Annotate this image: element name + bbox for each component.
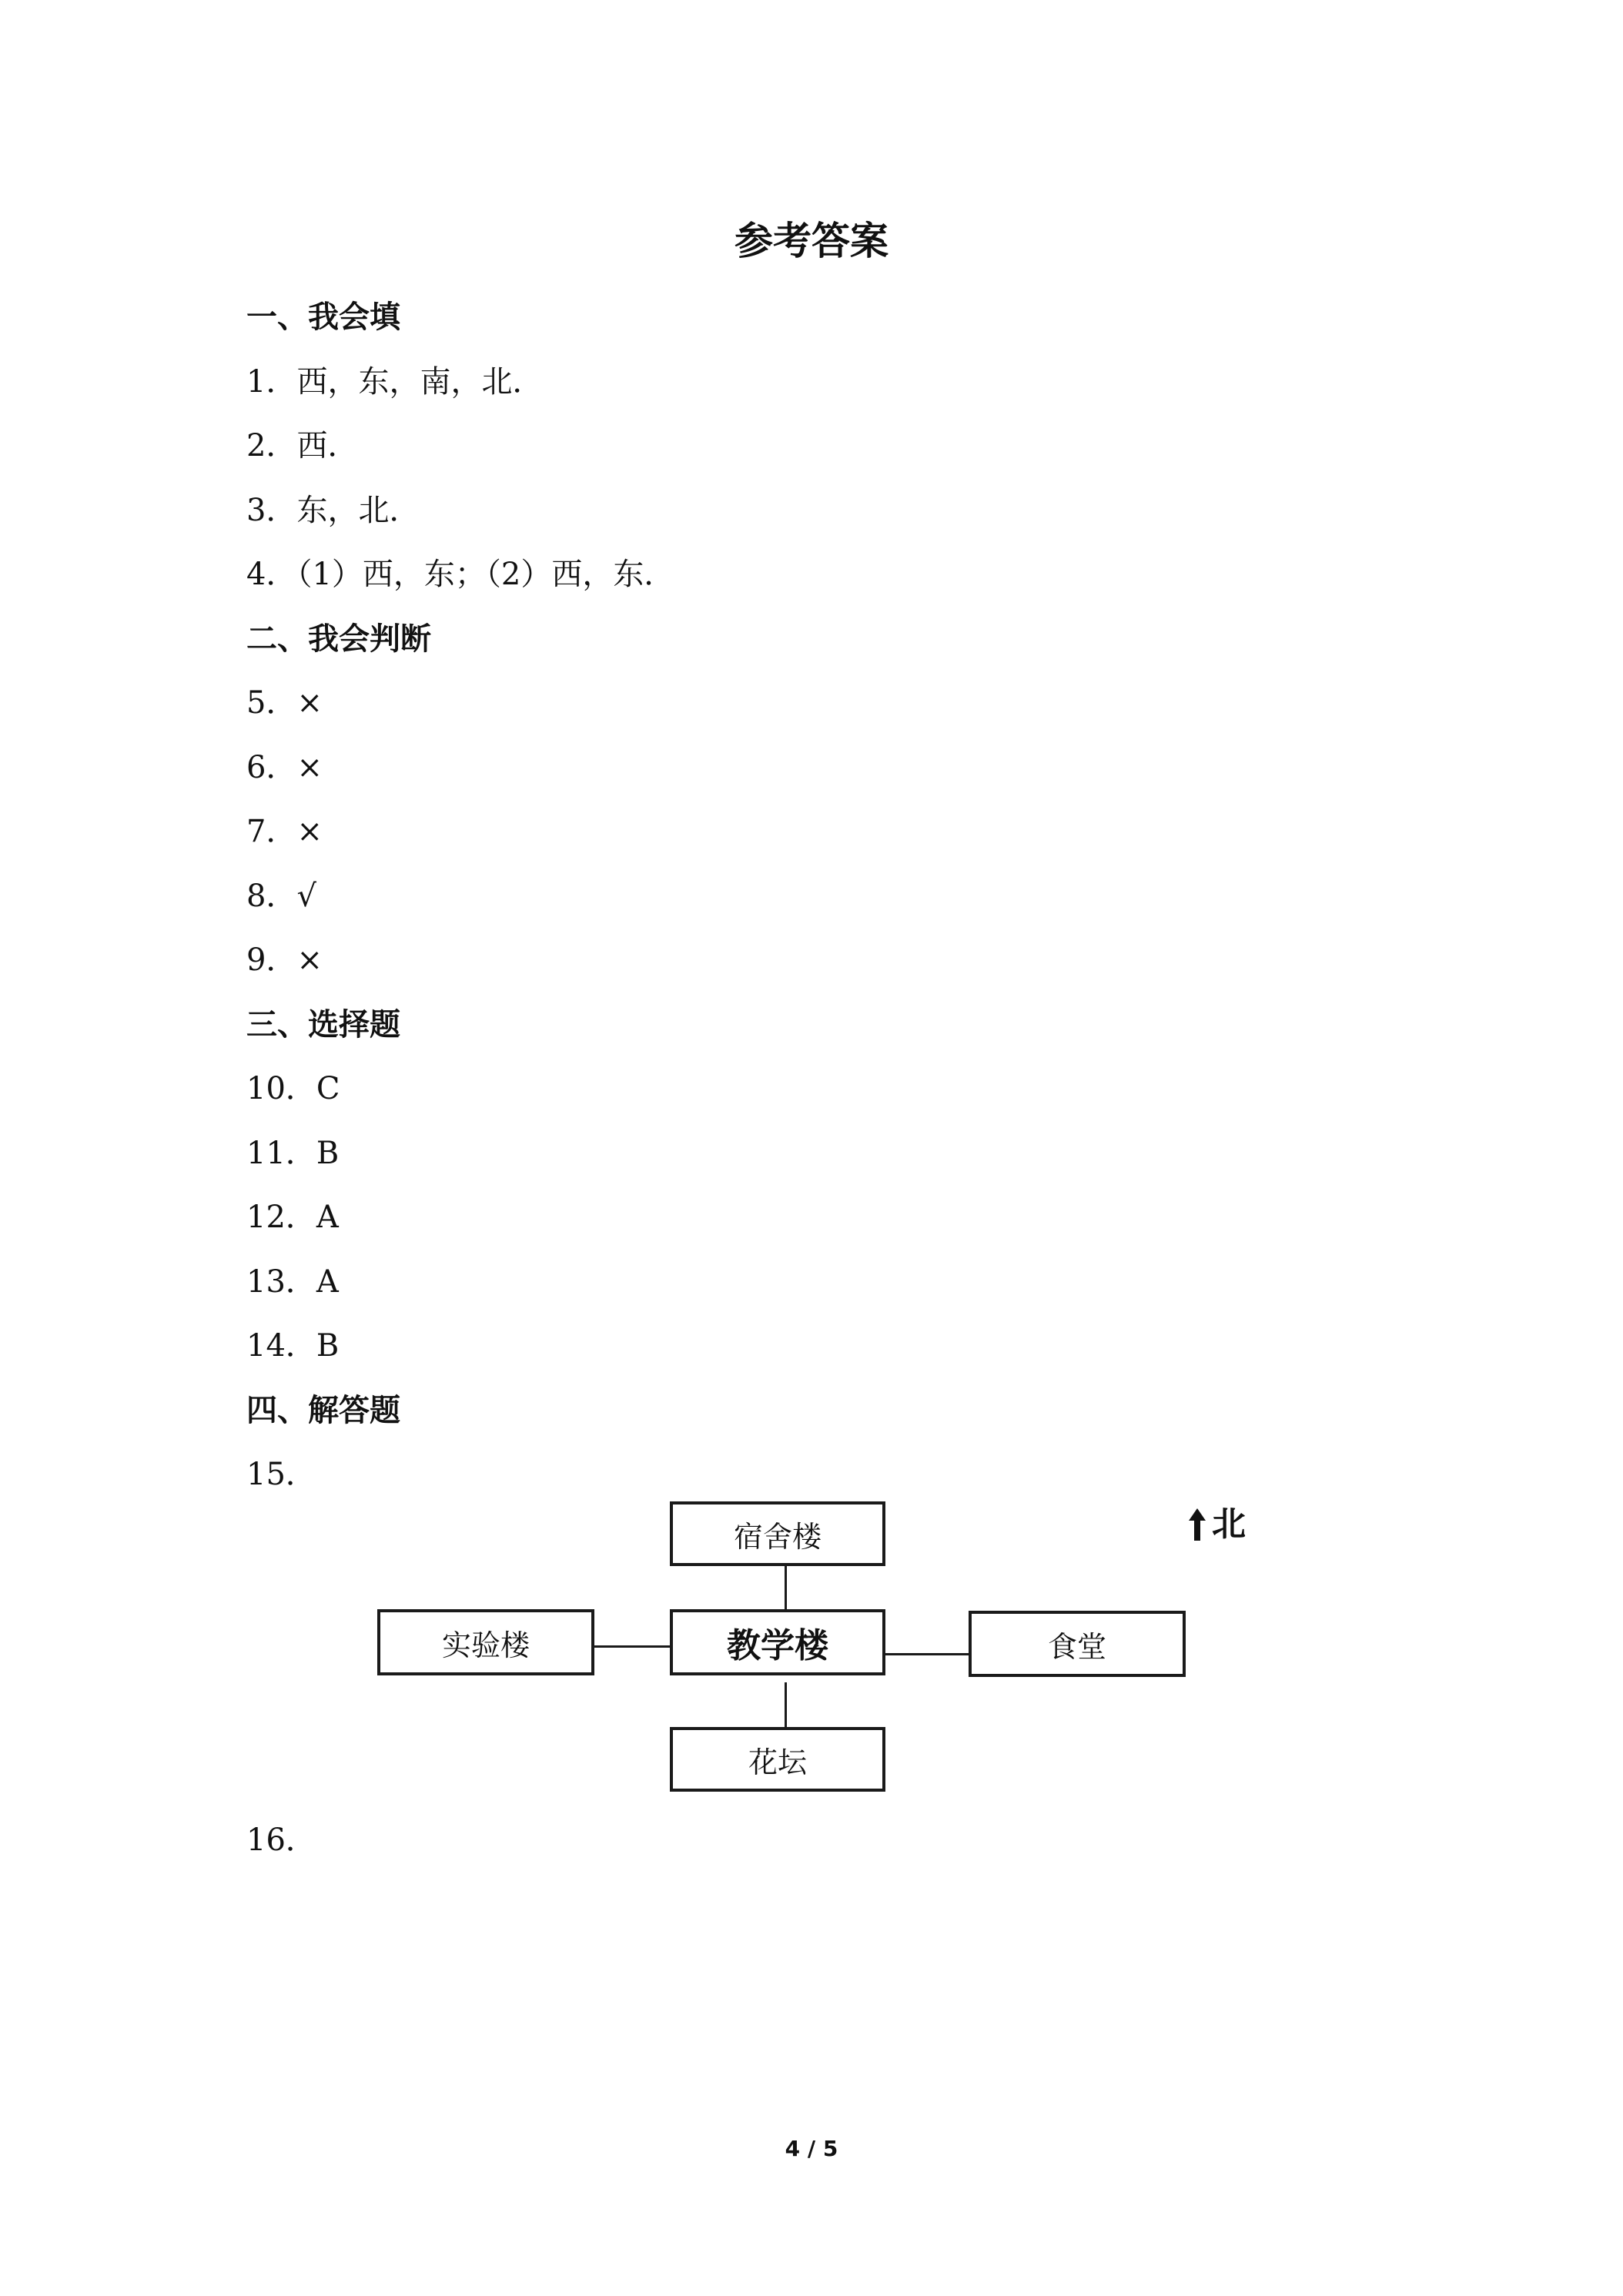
teaching-building-box: 教学楼 (670, 1609, 885, 1675)
answer-line: 3．东，北． (246, 493, 420, 528)
flower-bed-box: 花坛 (670, 1727, 885, 1792)
dormitory-box: 宿舍楼 (670, 1501, 885, 1566)
north-label: 北 (1212, 1504, 1246, 1544)
section-heading: 三、选择题 (246, 1007, 400, 1043)
answer-line: 5．× (246, 685, 323, 721)
canteen-box: 食堂 (969, 1611, 1186, 1677)
connector-left (594, 1645, 671, 1648)
answer-line: 12．A (246, 1200, 339, 1235)
answer-line: 15． (246, 1457, 316, 1492)
connector-bottom (785, 1682, 787, 1729)
answer-line: 13．A (246, 1264, 339, 1300)
north-indicator (1186, 1501, 1246, 1548)
answer-16: 16． (246, 1822, 316, 1858)
direction-diagram (377, 1501, 1270, 1809)
answer-line: 9．× (246, 942, 323, 978)
answer-line: 2．西． (246, 428, 359, 464)
answer-line: 1．西，东，南，北． (246, 364, 544, 400)
lab-building-box: 实验楼 (377, 1609, 594, 1675)
connector-right (884, 1653, 969, 1655)
answer-line: 14．B (246, 1328, 340, 1364)
answer-line: 10．C (246, 1071, 340, 1106)
answer-line: 11．B (246, 1136, 340, 1171)
page-number: 4 / 5 (785, 2136, 838, 2161)
answer-line: 8．√ (246, 879, 316, 914)
answer-line: 6．× (246, 750, 323, 785)
page-title: 参考答案 (735, 219, 888, 263)
north-arrow-icon (1186, 1507, 1209, 1542)
connector-top (785, 1563, 787, 1609)
section-heading: 二、我会判断 (246, 621, 431, 657)
answer-line: 4．（1）西，东；（2）西，东． (246, 557, 675, 592)
answer-line: 7．× (246, 814, 323, 849)
section-heading: 四、解答题 (246, 1393, 400, 1428)
section-heading: 一、我会填 (246, 300, 400, 335)
